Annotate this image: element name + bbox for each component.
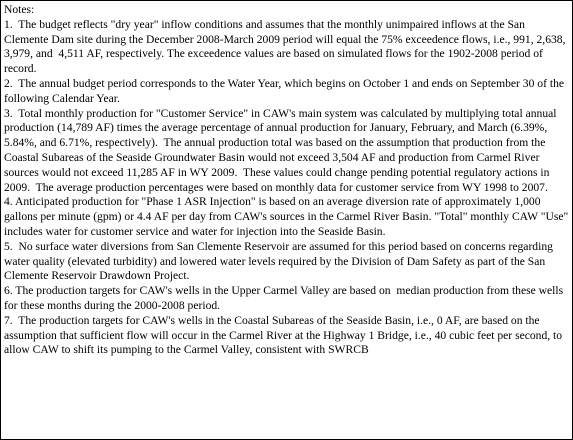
note-item-6: 6. The production targets for CAW's wells in the Upper Carmel Valley are based on median production from these wells for these months during the 2000-2008 period. [4, 284, 567, 312]
note-item-2: 2. The annual budget period corresponds to the Water Year, which begins on October 1 and ends on September 30 of the following Calendar Year. [4, 76, 567, 105]
notes-text [1, 1, 572, 358]
note-item-5: 5. No surface water diversions from San Clemente Reservoir are assumed for this period based on concerns regarding water quality (elevated turbidity) and lowered water levels required by the Division of Dam Safety as part of the San Clemente Reservoir Drawdown Project. [4, 239, 556, 283]
note-item-1: 1. The budget reflects "dry year" inflow conditions and assumes that the monthly unimpaired inflows at the San Clemente Dam site during the December 2008-March 2009 period will equal the 75% exceedence flows, i.e., 991, 2,638, 3,979, and 4,511 AF, respectively. The exceedence values are based on simulated flows for the 1902-2008 period of record. [4, 17, 569, 76]
note-item-3: 3. Total monthly production for "Customer Service" in CAW's main system was calculated by multiplying total annual production (14,789 AF) times the average percentage of annual production for January, February, and March (6.39%, 5.84%, and 6.71%, respectively). The annual production total was based on the assumption that production from the Coastal Subareas of the Seaside Groundwater Basin would not exceed 3,504 AF and production from Carmel River sources would not exceed 11,285 AF in WY 2009. These values could change pending potential regulatory actions in 2009. The average production percentages were based on monthly data for customer service from WY 1998 to 2007. [4, 106, 560, 194]
note-item-4: 4. Anticipated production for "Phase 1 ASR Injection" is based on an average diversion rate of approximately 1,000 gallons per minute (gpm) or 4.4 AF per day from CAW's sources in the Carmel River Basin. "Total" monthly CAW "Use" includes water for customer service and water for injection into the Seaside Basin. [4, 195, 572, 238]
note-item-7: 7. The production targets for CAW's wells in the Coastal Subareas of the Seaside Basin, i.e., 0 AF, are based on the assumption that sufficient flow will occur in the Carmel River at the Highway 1 Bridge, i.e., 40 cubic feet per second, to allow CAW to shift its pumping to the Carmel Valley, consistent with SWRCB [4, 313, 565, 357]
notes-heading: Notes: [4, 3, 35, 16]
